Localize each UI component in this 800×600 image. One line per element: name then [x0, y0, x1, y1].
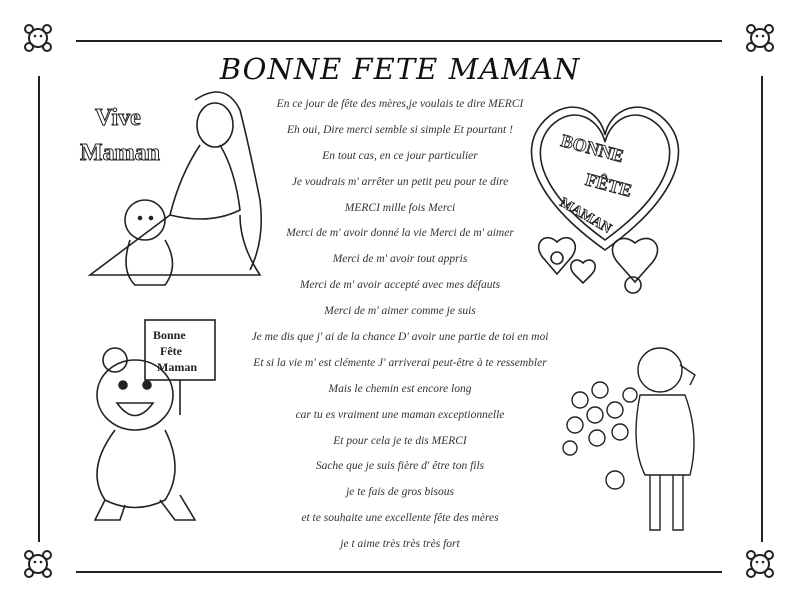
- heart-illustration: [515, 90, 695, 315]
- poem-line: car tu es vraiment une maman exceptionnelle: [295, 408, 505, 421]
- heart-maman-lettering: MAMAN: [557, 195, 614, 237]
- sign-maman-lettering: Maman: [157, 360, 197, 374]
- poem-line: Sache que je suis fière d' être ton fils: [315, 460, 485, 473]
- teddy-corner-icon: [742, 546, 778, 582]
- vive-lettering: Vive: [95, 105, 141, 131]
- poem-line: Je me dis que j' ai de la chance D' avoir une partie de toi en moi: [251, 331, 549, 344]
- poem-line: Mais le chemin est encore long: [328, 382, 472, 395]
- frame-right: [761, 76, 763, 542]
- sign-fete-lettering: Fête: [160, 344, 182, 358]
- girl-flowers-illustration: [555, 340, 715, 545]
- poem-line: Merci de m' avoir donné la vie Merci de m' aimer: [286, 227, 514, 240]
- poem-line: Je voudrais m' arrêter un petit peu pour te dire: [291, 175, 509, 188]
- teddy-corner-icon: [742, 20, 778, 56]
- maman-lettering: Maman: [80, 140, 160, 166]
- poem-line: Merci de m' avoir accepté avec mes défauts: [299, 279, 501, 292]
- teddy-corner-icon: [20, 546, 56, 582]
- teddy-sign-illustration: [85, 315, 235, 530]
- heart-bonne-lettering: BONNE: [558, 130, 626, 167]
- poem-line: je t aime très très très fort: [340, 538, 460, 551]
- poem-line: Merci de m' aimer comme je suis: [324, 305, 476, 318]
- poem-line: En tout cas, en ce jour particulier: [322, 149, 478, 162]
- frame-top: [76, 40, 722, 42]
- poem-line: En ce jour de fête des mères,je voulais te dire MERCI: [276, 98, 524, 110]
- poem-line: MERCI mille fois Merci: [344, 201, 456, 214]
- heart-fete-lettering: FÊTE: [583, 169, 634, 201]
- poem-line: je te fais de gros bisous: [346, 486, 454, 499]
- poem-line: Et pour cela je te dis MERCI: [333, 434, 467, 447]
- poem-line: Et si la vie m' est clémente J' arriverai peut-être à te ressembler: [253, 356, 547, 369]
- mother-child-illustration: [75, 80, 275, 300]
- poem-line: Eh oui, Dire merci semble si simple Et pourtant !: [287, 123, 513, 136]
- poem-line: Merci de m' avoir tout appris: [332, 253, 468, 266]
- frame-bottom: [76, 571, 722, 573]
- frame-left: [38, 76, 40, 542]
- teddy-corner-icon: [20, 20, 56, 56]
- sign-bonne-lettering: Bonne: [153, 328, 186, 342]
- page-title: BONNE FETE MAMAN: [219, 52, 581, 86]
- poem-line: et te souhaite une excellente fête des mères: [301, 512, 499, 525]
